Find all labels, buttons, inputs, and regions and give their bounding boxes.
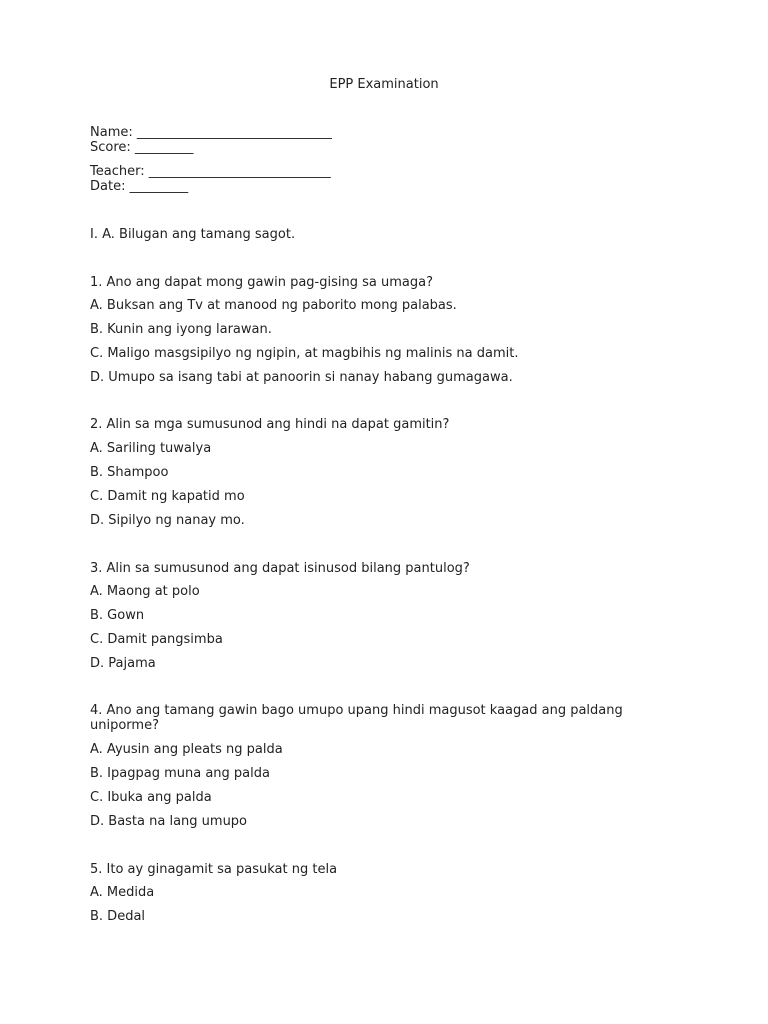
page-title: EPP Examination xyxy=(329,77,439,92)
question-1-choice-b: B. Kunin ang iyong larawan. xyxy=(90,322,272,337)
question-2-choice-b: B. Shampoo xyxy=(90,465,169,480)
question-4-choice-d: D. Basta na lang umupo xyxy=(90,814,248,829)
question-5-choice-b: B. Dedal xyxy=(90,909,146,924)
score-field: Score: _________ xyxy=(90,140,194,155)
question-4-choice-b: B. Ipagpag muna ang palda xyxy=(90,766,270,781)
question-2-choice-a: A. Sariling tuwalya xyxy=(90,441,212,456)
question-1-choice-a: A. Buksan ang Tv at manood ng paborito mong palabas. xyxy=(90,298,457,313)
question-5-choice-a: A. Medida xyxy=(90,885,155,900)
question-2-choice-c: C. Damit ng kapatid mo xyxy=(90,489,245,504)
question-4-choice-a: A. Ayusin ang pleats ng palda xyxy=(90,742,283,757)
question-2: 2. Alin sa mga sumusunod ang hindi na dapat gamitin? xyxy=(90,417,450,432)
question-2-choice-d: D. Sipilyo ng nanay mo. xyxy=(90,513,245,528)
question-3: 3. Alin sa sumusunod ang dapat isinusod bilang pantulog? xyxy=(90,561,470,576)
question-1: 1. Ano ang dapat mong gawin pag-gising sa umaga? xyxy=(90,275,433,290)
question-3-choice-c: C. Damit pangsimba xyxy=(90,632,223,647)
teacher-field: Teacher: ____________________________ xyxy=(90,164,331,179)
question-3-choice-d: D. Pajama xyxy=(90,656,156,671)
question-3-choice-a: A. Maong at polo xyxy=(90,584,200,599)
question-4-line-1: 4. Ano ang tamang gawin bago umupo upang hindi magusot kaagad ang paldang xyxy=(90,703,623,718)
question-5: 5. Ito ay ginagamit sa pasukat ng tela xyxy=(90,862,338,877)
question-4-choice-c: C. Ibuka ang palda xyxy=(90,790,212,805)
name-field: Name: ______________________________ xyxy=(90,125,332,140)
question-4-line-2: uniporme? xyxy=(90,718,159,733)
question-3-choice-b: B. Gown xyxy=(90,608,145,623)
date-field: Date: _________ xyxy=(90,179,189,194)
section-instruction: I. A. Bilugan ang tamang sagot. xyxy=(90,227,296,242)
question-1-choice-d: D. Umupo sa isang tabi at panoorin si nanay habang gumagawa. xyxy=(90,370,513,385)
question-1-choice-c: C. Maligo masgsipilyo ng ngipin, at magbihis ng malinis na damit. xyxy=(90,346,519,361)
